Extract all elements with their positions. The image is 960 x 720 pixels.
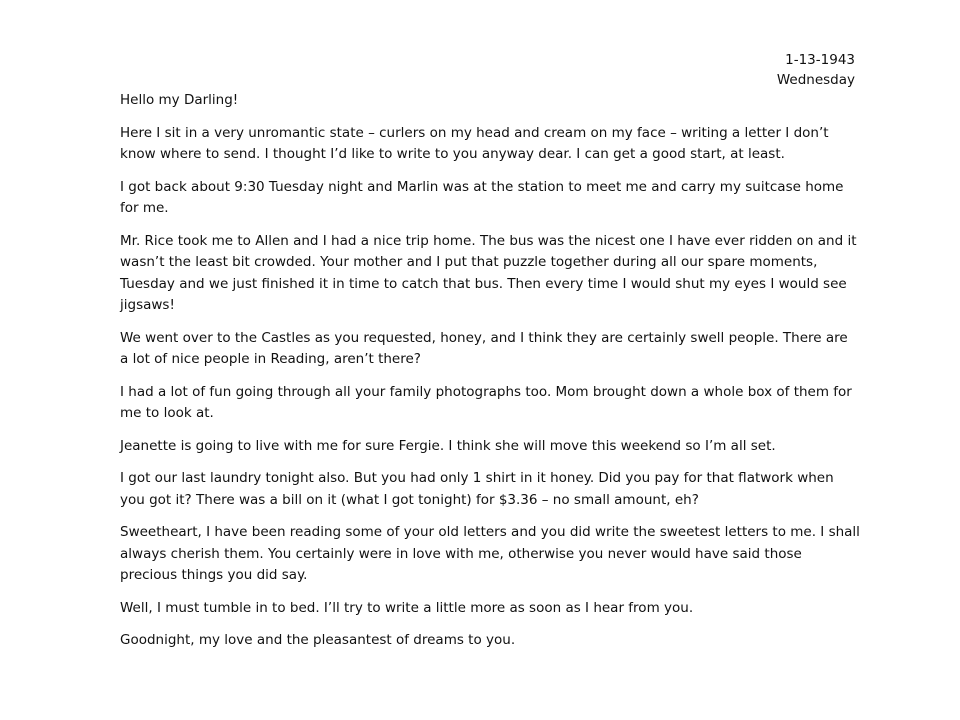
closing-paragraph: Goodnight, my love and the pleasantest of dreams to you. — [120, 632, 516, 648]
paragraph: Mr. Rice took me to Allen and I had a nice trip home. The bus was the nicest one I have ever ridden on and it wasn’t the least bit crowded. Your mother and I put that puzzle together during all our spare moments, Tuesday and we just finished it in time to catch that bus. Then every time I would shut my eyes I would see jigsaws! — [120, 232, 857, 313]
paragraph: Here I sit in a very unromantic state – curlers on my head and cream on my face – writing a letter I don’t know where to send. I thought I’d like to write to you anyway dear. I can get a good start, at least. — [120, 124, 829, 162]
paragraph: Sweetheart, I have been reading some of your old letters and you did write the sweetest letters to me. I shall always cherish them. You certainly were in love with me, otherwise you never would have said those precious things you did say. — [120, 524, 860, 583]
letter-weekday: Wednesday — [776, 72, 855, 88]
paragraph: Jeanette is going to live with me for sure Fergie. I think she will move this weekend so I’m all set. — [120, 437, 776, 454]
date-block — [777, 50, 855, 90]
paragraph: Well, I must tumble in to bed. I’ll try to write a little more as soon as I hear from you. — [120, 599, 694, 616]
paragraph: I got our last laundry tonight also. But you had only 1 shirt in it honey. Did you pay for that flatwork when you got it? There was a bill on it (what I got tonight) for $3.36 – no small amount, eh? — [120, 470, 834, 508]
salutation: Hello my Darling! — [120, 92, 239, 108]
paragraph: I got back about 9:30 Tuesday night and Marlin was at the station to meet me and carry my suitcase home for me. — [120, 178, 844, 216]
letter-date: 1-13-1943 — [785, 52, 855, 68]
letter-body — [120, 90, 860, 663]
paragraph: I had a lot of fun going through all your family photographs too. Mom brought down a whole box of them for me to look at. — [120, 383, 852, 421]
paragraph: We went over to the Castles as you requested, honey, and I think they are certainly swell people. There are a lot of nice people in Reading, aren’t there? — [120, 329, 848, 367]
